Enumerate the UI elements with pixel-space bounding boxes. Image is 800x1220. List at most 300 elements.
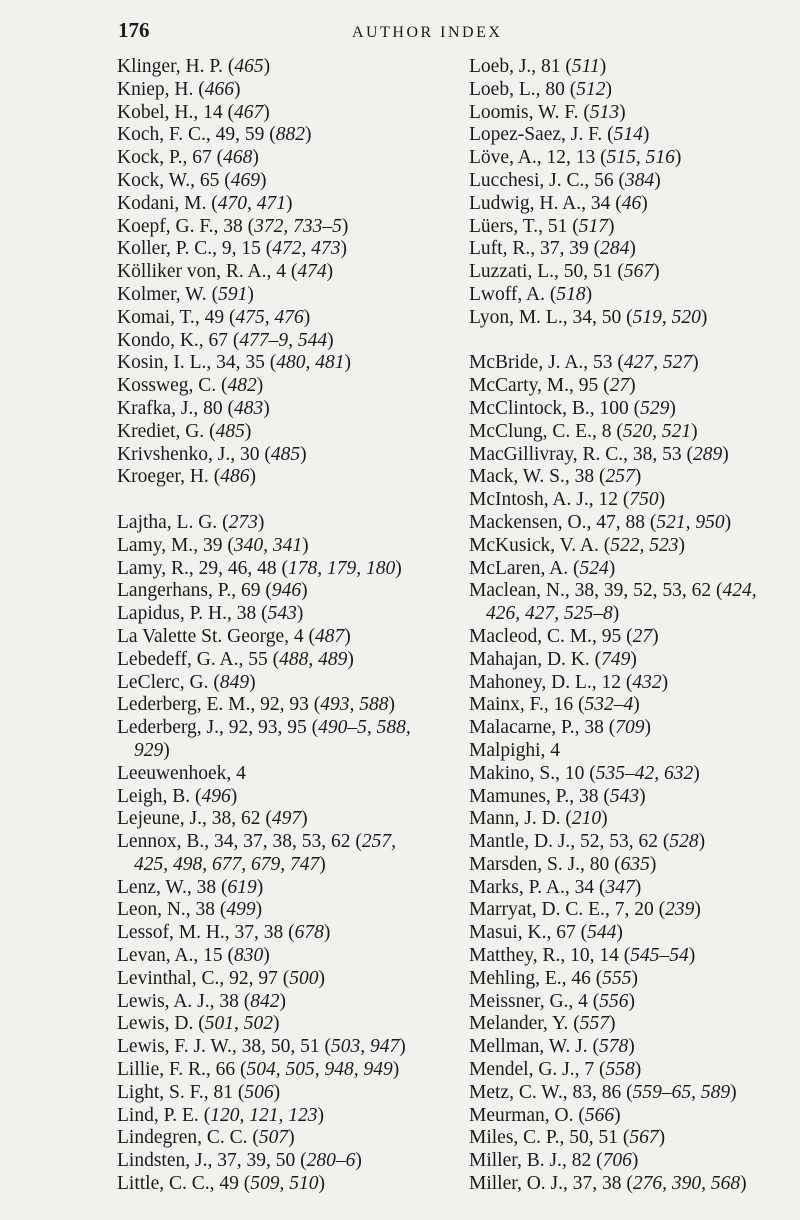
- index-entry: Löve, A., 12, 13 (515, 516): [469, 147, 682, 169]
- page-refs: 67: [208, 329, 229, 351]
- index-entry: Mellman, W. J. (578): [469, 1036, 635, 1058]
- index-entry: Kossweg, C. (482): [117, 375, 264, 397]
- index-entry: Kniep, H. (466): [117, 78, 241, 100]
- index-entry-continuation: 426, 427, 525–8): [486, 603, 620, 625]
- index-entry: Mann, J. D. (210): [469, 808, 608, 830]
- index-entry: Mamunes, P., 38 (543): [469, 785, 646, 807]
- index-entry: Loeb, J., 81 (511): [469, 56, 607, 77]
- author-name: Koch, F. C.: [117, 124, 206, 146]
- index-entry: Langerhans, P., 69 (946): [117, 580, 308, 602]
- reference-numbers: 426, 427, 525–8: [486, 603, 613, 625]
- page-refs: 4: [276, 261, 286, 283]
- reference-numbers: 480, 481: [276, 352, 345, 374]
- reference-numbers: 518: [556, 283, 586, 305]
- reference-numbers: 488, 489: [279, 648, 348, 670]
- index-entry: Mahoney, D. L., 12 (432): [469, 671, 669, 693]
- author-name: Lind, P. E.: [117, 1104, 199, 1126]
- reference-numbers: 27: [609, 375, 630, 397]
- page-refs: 80: [545, 78, 565, 100]
- reference-numbers: 340, 341: [233, 534, 303, 556]
- reference-numbers: 515, 516: [606, 147, 675, 169]
- reference-numbers: 470, 471: [217, 192, 286, 214]
- author-name: Lucchesi, J. C.: [469, 169, 585, 191]
- page-refs: 37, 39, 50: [217, 1150, 296, 1172]
- reference-numbers: 210: [571, 808, 602, 830]
- page-refs: 53: [593, 352, 613, 374]
- index-entry: Levinthal, C., 92, 97 (500): [117, 967, 325, 989]
- page-refs: 34, 35: [216, 352, 265, 374]
- index-entry: Koepf, G. F., 38 (372, 733–5): [117, 215, 349, 237]
- author-name: Kossweg, C.: [117, 375, 217, 397]
- reference-numbers: 543: [267, 603, 297, 625]
- author-name: Kobel, H.: [117, 101, 194, 123]
- reference-numbers: 493, 588: [320, 694, 389, 716]
- author-name: McLaren, A.: [469, 557, 569, 579]
- index-section-gap: [469, 330, 800, 353]
- reference-numbers: 946: [271, 580, 302, 602]
- reference-numbers: 507: [258, 1127, 289, 1149]
- author-name: Lejeune, J.: [117, 808, 203, 830]
- page-refs: 4: [293, 625, 304, 647]
- author-name: Leeuwenhoek: [117, 762, 227, 784]
- page-refs: 50, 51: [569, 1127, 618, 1149]
- index-entry: Lenz, W., 38 (619): [117, 876, 264, 898]
- author-name: Leon, N.: [117, 899, 186, 921]
- author-name: Mainx, F.: [469, 694, 544, 716]
- index-entry: LeClerc, G. (849): [117, 671, 256, 693]
- index-entry: Lindegren, C. C. (507): [117, 1127, 295, 1149]
- index-entry: Lopez-Saez, J. F. (514): [469, 124, 650, 146]
- index-entry: Lamy, R., 29, 46, 48 (178, 179, 180): [117, 557, 402, 579]
- index-entry: Luft, R., 37, 39 (284): [469, 238, 636, 260]
- index-entry: McClintock, B., 100 (529): [469, 397, 676, 419]
- reference-numbers: 474: [297, 261, 327, 283]
- page-refs: 9, 15: [221, 238, 261, 260]
- author-name: McClung, C. E.: [469, 420, 592, 442]
- index-entry: Mehling, E., 46 (555): [469, 967, 638, 989]
- page-refs: 83, 86: [572, 1081, 622, 1103]
- author-name: Kondo, K.: [117, 329, 199, 351]
- index-entry: MacGillivray, R. C., 38, 53 (289): [469, 443, 729, 465]
- page-refs: 34: [590, 192, 611, 214]
- index-entry: Krediet, G. (485): [117, 420, 252, 442]
- reference-numbers: 543: [609, 785, 640, 807]
- index-entry: McIntosh, A. J., 12 (750): [469, 489, 666, 511]
- reference-numbers: 482: [227, 375, 257, 397]
- page-refs: 47, 88: [596, 511, 646, 533]
- page-refs: 10, 14: [570, 945, 619, 967]
- index-entry: Lessof, M. H., 37, 38 (678): [117, 922, 331, 944]
- page-refs: 52, 53, 62: [580, 831, 659, 853]
- reference-numbers: 257: [605, 466, 635, 488]
- reference-numbers: 709: [615, 717, 645, 739]
- author-name: Loeb, L.: [469, 78, 536, 100]
- author-name: Levan, A.: [117, 945, 194, 967]
- author-name: Mahajan, D. K.: [469, 648, 590, 670]
- reference-numbers: 465: [234, 56, 264, 77]
- reference-numbers: 556: [599, 990, 629, 1012]
- index-entry: Lewis, A. J., 38 (842): [117, 990, 286, 1012]
- index-entry: Lajtha, L. G. (273): [117, 511, 265, 533]
- index-entry: Komai, T., 49 (475, 476): [117, 306, 311, 328]
- author-name: Macleod, C. M.: [469, 625, 592, 647]
- reference-numbers: 506: [244, 1081, 274, 1103]
- reference-numbers: 504, 505, 948, 949: [246, 1059, 393, 1081]
- author-name: McKusick, V. A.: [469, 534, 599, 556]
- page-refs: 30: [239, 443, 260, 465]
- reference-numbers: 485: [270, 443, 301, 465]
- page-refs: 12, 13: [546, 147, 596, 169]
- index-entry: Makino, S., 10 (535–42, 632): [469, 762, 700, 784]
- index-section-gap: [117, 489, 447, 512]
- index-entry: Lwoff, A. (518): [469, 283, 593, 305]
- author-name: Löve, A.: [469, 147, 537, 169]
- reference-numbers: 509, 510: [250, 1173, 319, 1195]
- author-name: Lewis, F. J. W.: [117, 1036, 232, 1058]
- author-name: Marsden, S. J.: [469, 853, 581, 875]
- author-name: Lwoff, A.: [469, 283, 546, 305]
- page-refs: 38, 50, 51: [241, 1036, 320, 1058]
- author-name: Lapidus, P. H.: [117, 603, 227, 625]
- page-refs: 49: [219, 1173, 239, 1195]
- author-name: Miller, B. J.: [469, 1150, 562, 1172]
- index-entry: McBride, J. A., 53 (427, 527): [469, 352, 699, 374]
- reference-numbers: 372, 733–5: [254, 215, 342, 237]
- index-entry: McLaren, A. (524): [469, 557, 616, 579]
- index-entry: Lüers, T., 51 (517): [469, 215, 615, 237]
- author-name: Mellman, W. J.: [469, 1036, 588, 1058]
- reference-numbers: 490–5, 588,: [318, 717, 411, 739]
- reference-numbers: 257,: [361, 831, 396, 853]
- index-entry: McClung, C. E., 8 (520, 521): [469, 420, 698, 442]
- author-name: Lindsten, J.: [117, 1150, 208, 1172]
- reference-numbers: 558: [605, 1059, 635, 1081]
- reference-numbers: 511: [571, 56, 600, 77]
- index-entry: Lewis, F. J. W., 38, 50, 51 (503, 947): [117, 1036, 406, 1058]
- reference-numbers: 567: [629, 1127, 659, 1149]
- page-refs: 15: [203, 945, 223, 967]
- author-name: Light, S. F.: [117, 1081, 204, 1103]
- page-refs: 55: [248, 648, 268, 670]
- index-entry: Lapidus, P. H., 38 (543): [117, 603, 304, 625]
- author-name: Marryat, D. C. E.: [469, 899, 605, 921]
- reference-numbers: 483: [233, 397, 264, 419]
- reference-numbers: 472, 473: [272, 238, 341, 260]
- page-refs: 82: [571, 1150, 592, 1172]
- page-refs: 80: [589, 853, 610, 875]
- index-column-left: [117, 56, 447, 1196]
- index-entry: Meurman, O. (566): [469, 1104, 621, 1126]
- author-name: Miller, O. J.: [469, 1173, 564, 1195]
- index-entry: Lindsten, J., 37, 39, 50 (280–6): [117, 1150, 362, 1172]
- reference-numbers: 273: [228, 511, 258, 533]
- index-entry: Miller, B. J., 82 (706): [469, 1150, 639, 1172]
- author-name: Loomis, W. F.: [469, 101, 579, 123]
- reference-numbers: 432: [632, 671, 662, 693]
- reference-numbers: 424,: [722, 580, 757, 602]
- index-column-right: [469, 56, 800, 1196]
- page-refs: 50, 51: [563, 261, 613, 283]
- index-entry: Miles, C. P., 50, 51 (567): [469, 1127, 666, 1149]
- reference-numbers: 591: [218, 283, 248, 305]
- page-refs: 38: [196, 876, 217, 898]
- reference-numbers: 520, 521: [622, 420, 692, 442]
- author-name: La Valette St. George: [117, 625, 285, 647]
- author-name: Levinthal, C.: [117, 967, 220, 989]
- page-refs: 80: [203, 397, 223, 419]
- reference-numbers: 559–65, 589: [632, 1081, 731, 1103]
- index-entry: Klinger, H. P. (465): [117, 56, 271, 77]
- author-name: Malpighi: [469, 739, 541, 761]
- index-entry-continuation: 929): [134, 739, 170, 761]
- page-refs: 92, 93: [260, 694, 309, 716]
- index-entry: Lennox, B., 34, 37, 38, 53, 62 (257,: [117, 831, 396, 853]
- page-refs: 67: [192, 147, 212, 169]
- index-entry: Lederberg, E. M., 92, 93 (493, 588): [117, 694, 396, 716]
- index-entry: Levan, A., 15 (830): [117, 945, 270, 967]
- index-entry: Marks, P. A., 34 (347): [469, 876, 642, 898]
- author-name: Kock, W.: [117, 169, 191, 191]
- author-name: Lamy, R.: [117, 557, 189, 579]
- author-name: McClintock, B.: [469, 397, 590, 419]
- index-entry: Leigh, B. (496): [117, 785, 238, 807]
- page-refs: 49: [204, 306, 225, 328]
- page-refs: 12: [598, 489, 618, 511]
- page-refs: 38: [574, 466, 595, 488]
- index-entry: Kolmer, W. (591): [117, 283, 254, 305]
- author-name: Lederberg, J.: [117, 717, 219, 739]
- author-name: Krivshenko, J.: [117, 443, 231, 465]
- author-name: McBride, J. A.: [469, 352, 584, 374]
- reference-numbers: 513: [589, 101, 620, 123]
- reference-numbers: 289: [693, 443, 723, 465]
- reference-numbers: 512: [576, 78, 606, 100]
- index-entry: Kölliker von, R. A., 4 (474): [117, 261, 334, 283]
- author-name: MacGillivray, R. C.: [469, 443, 624, 465]
- author-name: Lennox, B.: [117, 831, 205, 853]
- reference-numbers: 567: [623, 261, 654, 283]
- reference-numbers: 487: [315, 625, 345, 647]
- reference-numbers: 555: [602, 967, 632, 989]
- author-name: Mahoney, D. L.: [469, 671, 592, 693]
- author-name: Lenz, W.: [117, 876, 187, 898]
- page-refs: 39: [202, 534, 223, 556]
- reference-numbers: 529: [640, 397, 670, 419]
- author-name: Klinger, H. P.: [117, 56, 223, 77]
- page-refs: 38: [584, 717, 604, 739]
- reference-numbers: 501, 502: [204, 1013, 273, 1035]
- reference-numbers: 347: [605, 876, 635, 898]
- author-name: Mendel, G. J.: [469, 1059, 575, 1081]
- page-refs: 34, 50: [572, 306, 622, 328]
- author-name: McCarty, M.: [469, 375, 570, 397]
- index-entry: Lederberg, J., 92, 93, 95 (490–5, 588,: [117, 717, 411, 739]
- page-refs: 100: [599, 397, 629, 419]
- page-refs: 14: [203, 101, 223, 123]
- index-entry: Leeuwenhoek, 4: [117, 762, 246, 784]
- author-name: Meissner, G.: [469, 990, 569, 1012]
- index-entry: La Valette St. George, 4 (487): [117, 625, 351, 647]
- reference-numbers: 929: [134, 739, 164, 761]
- reference-numbers: 485: [215, 420, 245, 442]
- author-name: Lewis, A. J.: [117, 990, 210, 1012]
- author-name: Komai, T.: [117, 306, 195, 328]
- author-name: Luft, R.: [469, 238, 531, 260]
- page-refs: 81: [541, 56, 561, 77]
- reference-numbers: 497: [271, 808, 302, 830]
- index-entry: Miller, O. J., 37, 38 (276, 390, 568): [469, 1173, 747, 1195]
- page-refs: 95: [578, 375, 599, 397]
- reference-numbers: 557: [579, 1013, 610, 1035]
- reference-numbers: 578: [599, 1036, 629, 1058]
- reference-numbers: 619: [227, 876, 257, 898]
- reference-numbers: 532–4: [584, 694, 634, 716]
- running-head: AUTHOR INDEX: [352, 24, 503, 41]
- index-entry: Ludwig, H. A., 34 (46): [469, 192, 648, 214]
- author-name: Mack, W. S.: [469, 466, 565, 488]
- index-entry: Lewis, D. (501, 502): [117, 1013, 280, 1035]
- author-name: Malacarne, P.: [469, 717, 575, 739]
- index-entry: Maclean, N., 38, 39, 52, 53, 62 (424,: [469, 580, 757, 602]
- reference-numbers: 524: [579, 557, 609, 579]
- reference-numbers: 486: [220, 466, 250, 488]
- author-name: Lüers, T.: [469, 215, 539, 237]
- author-name: Lyon, M. L.: [469, 306, 563, 328]
- author-name: Mantle, D. J.: [469, 831, 571, 853]
- author-name: Mehling, E.: [469, 967, 562, 989]
- reference-numbers: 706: [602, 1150, 632, 1172]
- index-entry: Macleod, C. M., 95 (27): [469, 625, 659, 647]
- reference-numbers: 469: [230, 169, 260, 191]
- index-entry: Mackensen, O., 47, 88 (521, 950): [469, 511, 732, 533]
- reference-numbers: 475, 476: [235, 306, 304, 328]
- index-entry: Malacarne, P., 38 (709): [469, 717, 651, 739]
- index-entry: Kondo, K., 67 (477–9, 544): [117, 329, 334, 351]
- page-refs: 92, 93, 95: [228, 717, 307, 739]
- index-entry: Kock, P., 67 (468): [117, 147, 259, 169]
- page-refs: 38, 53: [632, 443, 682, 465]
- reference-numbers: 566: [584, 1104, 615, 1126]
- index-entry: Masui, K., 67 (544): [469, 922, 623, 944]
- author-name: Kolmer, W.: [117, 283, 207, 305]
- author-name: LeClerc, G.: [117, 671, 209, 693]
- reference-numbers: 425, 498, 677, 679, 747: [134, 853, 320, 875]
- author-name: Lessof, M. H.: [117, 922, 225, 944]
- page-refs: 46: [571, 967, 591, 989]
- index-entry: Melander, Y. (557): [469, 1013, 616, 1035]
- page-refs: 29, 46, 48: [198, 557, 277, 579]
- page-refs: 69: [241, 580, 261, 602]
- page-refs: 38: [223, 215, 243, 237]
- page-refs: 38: [236, 603, 257, 625]
- reference-numbers: 503, 947: [331, 1036, 400, 1058]
- page-refs: 38, 62: [211, 808, 261, 830]
- index-entry: Kodani, M. (470, 471): [117, 192, 293, 214]
- index-entry: Krafka, J., 80 (483): [117, 397, 270, 419]
- index-entry: Kobel, H., 14 (467): [117, 101, 270, 123]
- author-name: Kroeger, H.: [117, 466, 209, 488]
- reference-numbers: 499: [226, 899, 256, 921]
- page-refs: 12: [601, 671, 622, 693]
- reference-numbers: 239: [665, 899, 695, 921]
- reference-numbers: 849: [219, 671, 250, 693]
- index-entry: Luzzati, L., 50, 51 (567): [469, 261, 660, 283]
- author-name: McIntosh, A. J.: [469, 489, 589, 511]
- index-entry: Light, S. F., 81 (506): [117, 1081, 281, 1103]
- author-name: Koepf, G. F.: [117, 215, 214, 237]
- author-name: Lindegren, C. C.: [117, 1127, 248, 1149]
- index-entry: Lucchesi, J. C., 56 (384): [469, 169, 661, 191]
- reference-numbers: 544: [587, 922, 617, 944]
- page-refs: 66: [215, 1059, 236, 1081]
- page-refs: 16: [553, 694, 574, 716]
- reference-numbers: 467: [234, 101, 264, 123]
- author-name: Melander, Y.: [469, 1013, 569, 1035]
- page-refs: 10: [564, 762, 585, 784]
- reference-numbers: 519, 520: [632, 306, 701, 328]
- page-refs: 38, 39, 52, 53, 62: [574, 580, 712, 602]
- reference-numbers: 466: [204, 78, 234, 100]
- index-entry: Matthey, R., 10, 14 (545–54): [469, 945, 696, 967]
- index-entry: Malpighi, 4: [469, 739, 560, 761]
- reference-numbers: 514: [613, 124, 643, 146]
- reference-numbers: 46: [621, 192, 642, 214]
- index-entry: Marsden, S. J., 80 (635): [469, 853, 657, 875]
- author-name: Makino, S.: [469, 762, 556, 784]
- index-entry-continuation: 425, 498, 677, 679, 747): [134, 853, 326, 875]
- author-name: Meurman, O.: [469, 1104, 574, 1126]
- reference-numbers: 545–54: [630, 945, 689, 967]
- page-refs: 34, 37, 38, 53, 62: [213, 831, 351, 853]
- reference-numbers: 500: [289, 967, 319, 989]
- page-refs: 67: [556, 922, 576, 944]
- author-name: Kölliker von, R. A.: [117, 261, 267, 283]
- author-name: Mann, J. D.: [469, 808, 561, 830]
- index-entry: Lebedeff, G. A., 55 (488, 489): [117, 648, 354, 670]
- index-entry: Mendel, G. J., 7 (558): [469, 1059, 642, 1081]
- author-name: Mamunes, P.: [469, 785, 570, 807]
- page-refs: 7: [584, 1059, 595, 1081]
- index-entry: Loeb, L., 80 (512): [469, 78, 612, 100]
- page-refs: 37, 38: [572, 1173, 622, 1195]
- index-entry: Little, C. C., 49 (509, 510): [117, 1173, 325, 1195]
- index-entry: Krivshenko, J., 30 (485): [117, 443, 307, 465]
- author-name: Langerhans, P.: [117, 580, 232, 602]
- reference-numbers: 427, 527: [623, 352, 693, 374]
- reference-numbers: 521, 950: [656, 511, 725, 533]
- author-name: Lajtha, L. G.: [117, 511, 218, 533]
- index-entry: Lamy, M., 39 (340, 341): [117, 534, 309, 556]
- page-refs: 7, 20: [614, 899, 654, 921]
- author-name: Miles, C. P.: [469, 1127, 560, 1149]
- reference-numbers: 535–42, 632: [595, 762, 694, 784]
- reference-numbers: 842: [250, 990, 280, 1012]
- index-entry: Lejeune, J., 38, 62 (497): [117, 808, 308, 830]
- page-number: 176: [118, 18, 150, 42]
- reference-numbers: 522, 523: [610, 534, 679, 556]
- page-refs: 92, 97: [229, 967, 278, 989]
- author-name: Mackensen, O.: [469, 511, 587, 533]
- author-name: Little, C. C.: [117, 1173, 210, 1195]
- author-name: Krediet, G.: [117, 420, 205, 442]
- reference-numbers: 384: [624, 169, 655, 191]
- author-name: Kosin, I. L.: [117, 352, 207, 374]
- index-entry: Kock, W., 65 (469): [117, 169, 267, 191]
- index-entry: Meissner, G., 4 (556): [469, 990, 636, 1012]
- page-refs: 4: [550, 739, 560, 761]
- reference-numbers: 517: [578, 215, 609, 237]
- index-entry: Kroeger, H. (486): [117, 466, 256, 488]
